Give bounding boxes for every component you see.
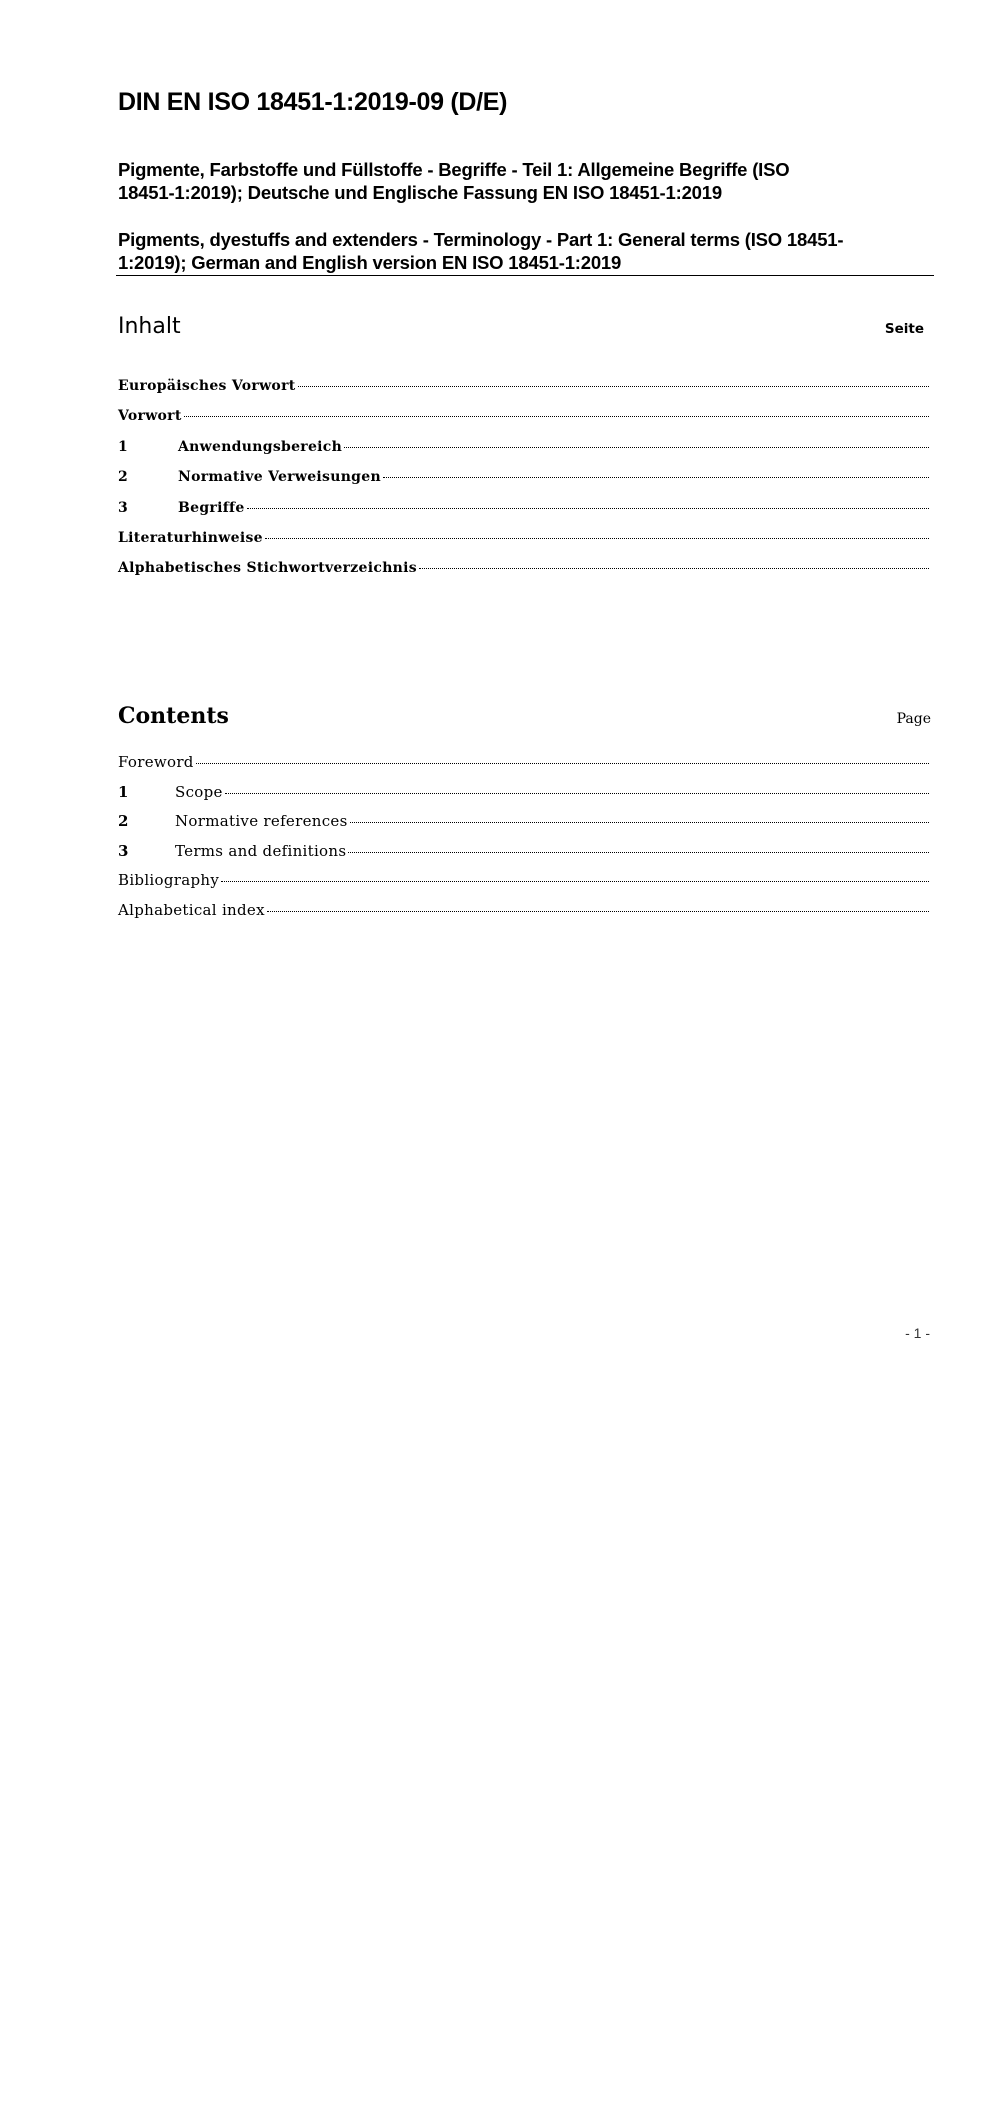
toc-entry-label: Alphabetisches Stichwortverzeichnis (118, 560, 417, 577)
title-english-line-1: Pigments, dyestuffs and extenders - Terminology - Part 1: General terms (ISO 18451- (118, 229, 844, 250)
toc-entry-label: Literaturhinweise (118, 529, 263, 546)
title-german-line-2: 18451-1:2019); Deutsche und Englische Fassung EN ISO 18451-1:2019 (118, 182, 722, 203)
toc-entry-alphabetical-index[interactable] (118, 901, 931, 931)
toc-english-list (118, 753, 931, 931)
title-english (118, 228, 933, 274)
toc-entry-label: Bibliography (118, 871, 220, 890)
title-english-line-2: 1:2019); German and English version EN ISO 18451-1:2019 (118, 252, 622, 273)
toc-english (118, 703, 931, 931)
toc-entry-label: Europäisches Vorwort (118, 378, 296, 394)
toc-entry-stichwortverzeichnis[interactable] (118, 560, 931, 590)
toc-german-page-label: Seite (884, 321, 924, 337)
document-id: DIN EN ISO 18451-1:2019-09 (D/E) (118, 88, 508, 116)
toc-entry-label: Begriffe (178, 499, 245, 516)
title-german-line-1: Pigmente, Farbstoffe und Füllstoffe - Begriffe - Teil 1: Allgemeine Begriffe (ISO (118, 159, 790, 180)
toc-entry-label: Foreword (118, 753, 194, 771)
toc-entry-number: 1 (118, 782, 129, 801)
toc-entry-label: Vorwort (118, 408, 182, 425)
toc-entry-label: Scope (175, 782, 223, 801)
title-divider (116, 275, 934, 276)
page-number: - 1 - (905, 1325, 930, 1341)
toc-entry-number: 3 (118, 841, 129, 860)
toc-entry-number: 3 (118, 499, 128, 516)
toc-entry-label: Terms and definitions (175, 841, 347, 860)
title-german (118, 158, 933, 204)
toc-entry-page (118, 703, 992, 2106)
toc-german-heading: Inhalt (118, 314, 181, 339)
toc-entry-number: 1 (118, 438, 128, 455)
toc-entry-label: Normative Verweisungen (178, 469, 381, 486)
toc-german-list (118, 378, 931, 591)
toc-german (118, 314, 931, 591)
toc-entry-label: Anwendungsbereich (178, 438, 343, 455)
toc-entry-label: Alphabetical index (118, 900, 265, 919)
toc-entry-number: 2 (118, 469, 128, 486)
toc-english-page-label: Page (896, 711, 931, 727)
toc-entry-label: Normative references (175, 812, 348, 831)
toc-english-heading: Contents (118, 703, 229, 729)
toc-entry-number: 2 (118, 812, 129, 831)
